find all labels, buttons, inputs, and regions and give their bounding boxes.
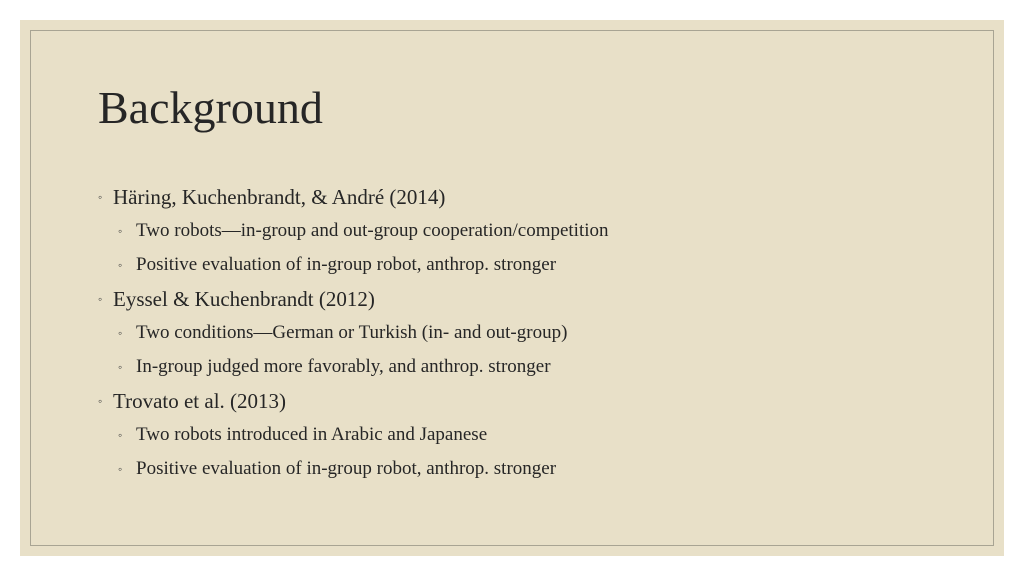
bullet-text: Häring, Kuchenbrandt, & André (2014): [113, 185, 446, 209]
bullet-item: [98, 282, 609, 316]
bullet-text: Eyssel & Kuchenbrandt (2012): [113, 287, 375, 311]
sub-bullet-item: [98, 452, 609, 486]
bullet-item: [98, 180, 609, 214]
bullet-circle-icon: ◦: [98, 292, 103, 306]
bullet-circle-icon: ◦: [118, 258, 123, 272]
slide: [20, 20, 1004, 556]
bullet-circle-icon: ◦: [118, 462, 123, 476]
bullet-circle-icon: ◦: [118, 326, 123, 340]
sub-bullet-text: Two robots—in-group and out-group cooperation/competition: [136, 220, 609, 241]
sub-bullet-text: In-group judged more favorably, and anthrop. stronger: [136, 356, 551, 377]
sub-bullet-text: Positive evaluation of in-group robot, anthrop. stronger: [136, 254, 557, 275]
bullet-circle-icon: ◦: [98, 190, 103, 204]
sub-bullet-item: [98, 214, 609, 248]
sub-bullet-item: [98, 350, 609, 384]
sub-bullet-item: [98, 248, 609, 282]
bullet-text: Trovato et al. (2013): [113, 389, 287, 413]
bullet-circle-icon: ◦: [118, 428, 123, 442]
sub-bullet-text: Positive evaluation of in-group robot, anthrop. stronger: [136, 458, 557, 479]
bullet-list: [98, 180, 609, 486]
sub-bullet-text: Two conditions—German or Turkish (in- and out-group): [136, 322, 568, 343]
sub-bullet-text: Two robots introduced in Arabic and Japanese: [136, 424, 488, 445]
slide-title: Background: [98, 82, 323, 133]
bullet-circle-icon: ◦: [98, 394, 103, 408]
bullet-item: [98, 384, 609, 418]
bullet-circle-icon: ◦: [118, 224, 123, 238]
bullet-circle-icon: ◦: [118, 360, 123, 374]
sub-bullet-item: [98, 418, 609, 452]
sub-bullet-item: [98, 316, 609, 350]
